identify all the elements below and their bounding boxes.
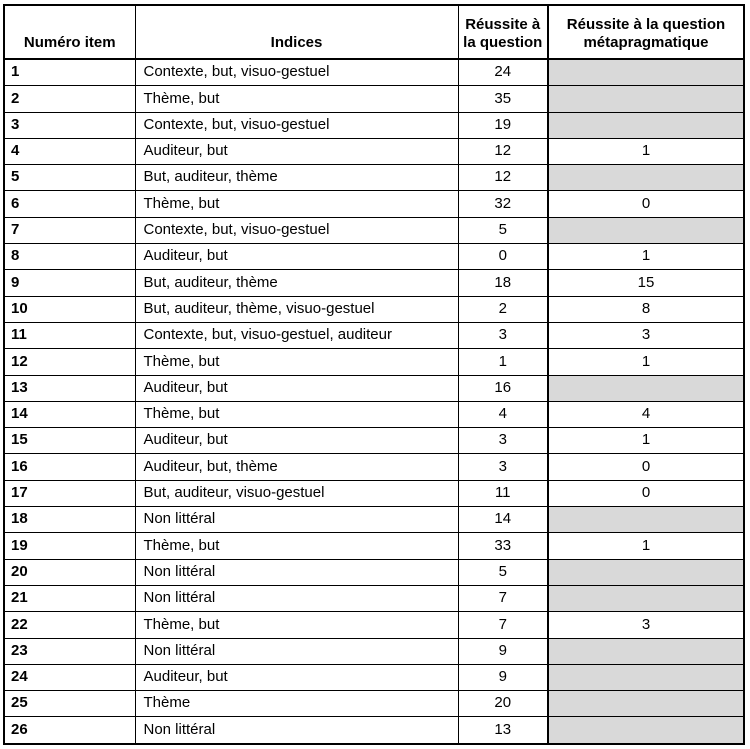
cell-item: 16 [4, 454, 135, 480]
cell-item: 8 [4, 244, 135, 270]
cell-indices: Thème [135, 691, 458, 717]
cell-indices: Auditeur, but, thème [135, 454, 458, 480]
table-row [4, 59, 744, 86]
cell-item: 4 [4, 138, 135, 164]
header-indices: Indices [135, 5, 458, 59]
cell-indices: Auditeur, but [135, 138, 458, 164]
cell-meta: 1 [548, 428, 744, 454]
table-row [4, 375, 744, 401]
table-row [4, 112, 744, 138]
cell-item: 25 [4, 691, 135, 717]
cell-item: 15 [4, 428, 135, 454]
cell-reussite: 3 [458, 322, 548, 348]
cell-meta: 1 [548, 138, 744, 164]
cell-item: 10 [4, 296, 135, 322]
cell-reussite: 3 [458, 454, 548, 480]
cell-meta: 15 [548, 270, 744, 296]
cell-indices: Auditeur, but [135, 428, 458, 454]
cell-indices: Contexte, but, visuo-gestuel [135, 217, 458, 243]
table-row [4, 165, 744, 191]
header-meta: Réussite à la question métapragmatique [548, 5, 744, 59]
cell-reussite: 3 [458, 428, 548, 454]
cell-indices: Contexte, but, visuo-gestuel, auditeur [135, 322, 458, 348]
cell-reussite: 32 [458, 191, 548, 217]
cell-indices: Thème, but [135, 349, 458, 375]
table-row [4, 507, 744, 533]
table-row [4, 322, 744, 348]
cell-item: 23 [4, 638, 135, 664]
cell-item: 6 [4, 191, 135, 217]
table-row [4, 691, 744, 717]
cell-meta [548, 59, 744, 86]
cell-reussite: 9 [458, 638, 548, 664]
cell-item: 14 [4, 401, 135, 427]
cell-reussite: 12 [458, 165, 548, 191]
table-header [4, 5, 744, 59]
cell-reussite: 11 [458, 480, 548, 506]
cell-reussite: 14 [458, 507, 548, 533]
cell-reussite: 0 [458, 244, 548, 270]
cell-indices: Non littéral [135, 717, 458, 744]
cell-indices: Contexte, but, visuo-gestuel [135, 59, 458, 86]
cell-meta [548, 664, 744, 690]
table-row [4, 559, 744, 585]
cell-reussite: 7 [458, 612, 548, 638]
cell-meta [548, 112, 744, 138]
cell-reussite: 5 [458, 217, 548, 243]
cell-indices: Thème, but [135, 401, 458, 427]
table-row [4, 717, 744, 744]
cell-item: 13 [4, 375, 135, 401]
cell-meta [548, 217, 744, 243]
cell-item: 5 [4, 165, 135, 191]
cell-indices: But, auditeur, visuo-gestuel [135, 480, 458, 506]
table-row [4, 191, 744, 217]
cell-item: 18 [4, 507, 135, 533]
cell-indices: Contexte, but, visuo-gestuel [135, 112, 458, 138]
cell-item: 22 [4, 612, 135, 638]
cell-reussite: 7 [458, 585, 548, 611]
cell-meta: 4 [548, 401, 744, 427]
cell-item: 7 [4, 217, 135, 243]
cell-reussite: 1 [458, 349, 548, 375]
cell-item: 9 [4, 270, 135, 296]
cell-indices: Non littéral [135, 559, 458, 585]
cell-reussite: 9 [458, 664, 548, 690]
table-row [4, 401, 744, 427]
cell-reussite: 16 [458, 375, 548, 401]
cell-indices: Auditeur, but [135, 664, 458, 690]
cell-reussite: 12 [458, 138, 548, 164]
cell-meta [548, 165, 744, 191]
table-row [4, 454, 744, 480]
cell-item: 19 [4, 533, 135, 559]
cell-reussite: 33 [458, 533, 548, 559]
cell-reussite: 20 [458, 691, 548, 717]
table-row [4, 349, 744, 375]
cell-item: 1 [4, 59, 135, 86]
cell-reussite: 5 [458, 559, 548, 585]
cell-reussite: 13 [458, 717, 548, 744]
table-row [4, 244, 744, 270]
cell-meta: 0 [548, 454, 744, 480]
cell-meta [548, 585, 744, 611]
table-row [4, 480, 744, 506]
cell-meta [548, 691, 744, 717]
cell-item: 12 [4, 349, 135, 375]
table-body [4, 59, 744, 744]
cell-indices: Non littéral [135, 585, 458, 611]
cell-reussite: 24 [458, 59, 548, 86]
cell-indices: Auditeur, but [135, 244, 458, 270]
table-row [4, 585, 744, 611]
table-row [4, 428, 744, 454]
cell-meta: 3 [548, 322, 744, 348]
table-row [4, 638, 744, 664]
table-row [4, 612, 744, 638]
cell-item: 26 [4, 717, 135, 744]
cell-indices: Thème, but [135, 612, 458, 638]
header-reussite: Réussite à la question [458, 5, 548, 59]
cell-reussite: 4 [458, 401, 548, 427]
cell-indices: Thème, but [135, 533, 458, 559]
cell-item: 20 [4, 559, 135, 585]
cell-indices: But, auditeur, thème [135, 165, 458, 191]
cell-meta [548, 559, 744, 585]
cell-meta: 1 [548, 244, 744, 270]
cell-meta [548, 507, 744, 533]
cell-reussite: 18 [458, 270, 548, 296]
cell-indices: Non littéral [135, 507, 458, 533]
table-row [4, 138, 744, 164]
cell-indices: Non littéral [135, 638, 458, 664]
header-row [4, 5, 744, 59]
cell-item: 2 [4, 86, 135, 112]
cell-item: 21 [4, 585, 135, 611]
cell-reussite: 19 [458, 112, 548, 138]
table-row [4, 217, 744, 243]
header-item: Numéro item [4, 5, 135, 59]
cell-reussite: 35 [458, 86, 548, 112]
cell-reussite: 2 [458, 296, 548, 322]
cell-indices: Auditeur, but [135, 375, 458, 401]
table-row [4, 86, 744, 112]
cell-meta: 1 [548, 533, 744, 559]
cell-indices: Thème, but [135, 86, 458, 112]
cell-indices: Thème, but [135, 191, 458, 217]
cell-item: 11 [4, 322, 135, 348]
cell-meta [548, 717, 744, 744]
table-row [4, 270, 744, 296]
cell-indices: But, auditeur, thème [135, 270, 458, 296]
table-row [4, 296, 744, 322]
cell-meta: 8 [548, 296, 744, 322]
cell-item: 24 [4, 664, 135, 690]
cell-meta [548, 375, 744, 401]
table-row [4, 664, 744, 690]
cell-indices: But, auditeur, thème, visuo-gestuel [135, 296, 458, 322]
cell-meta: 0 [548, 480, 744, 506]
cell-item: 3 [4, 112, 135, 138]
cell-meta [548, 86, 744, 112]
results-table [3, 4, 745, 745]
cell-meta: 3 [548, 612, 744, 638]
cell-item: 17 [4, 480, 135, 506]
cell-meta: 0 [548, 191, 744, 217]
cell-meta [548, 638, 744, 664]
cell-meta: 1 [548, 349, 744, 375]
table-row [4, 533, 744, 559]
